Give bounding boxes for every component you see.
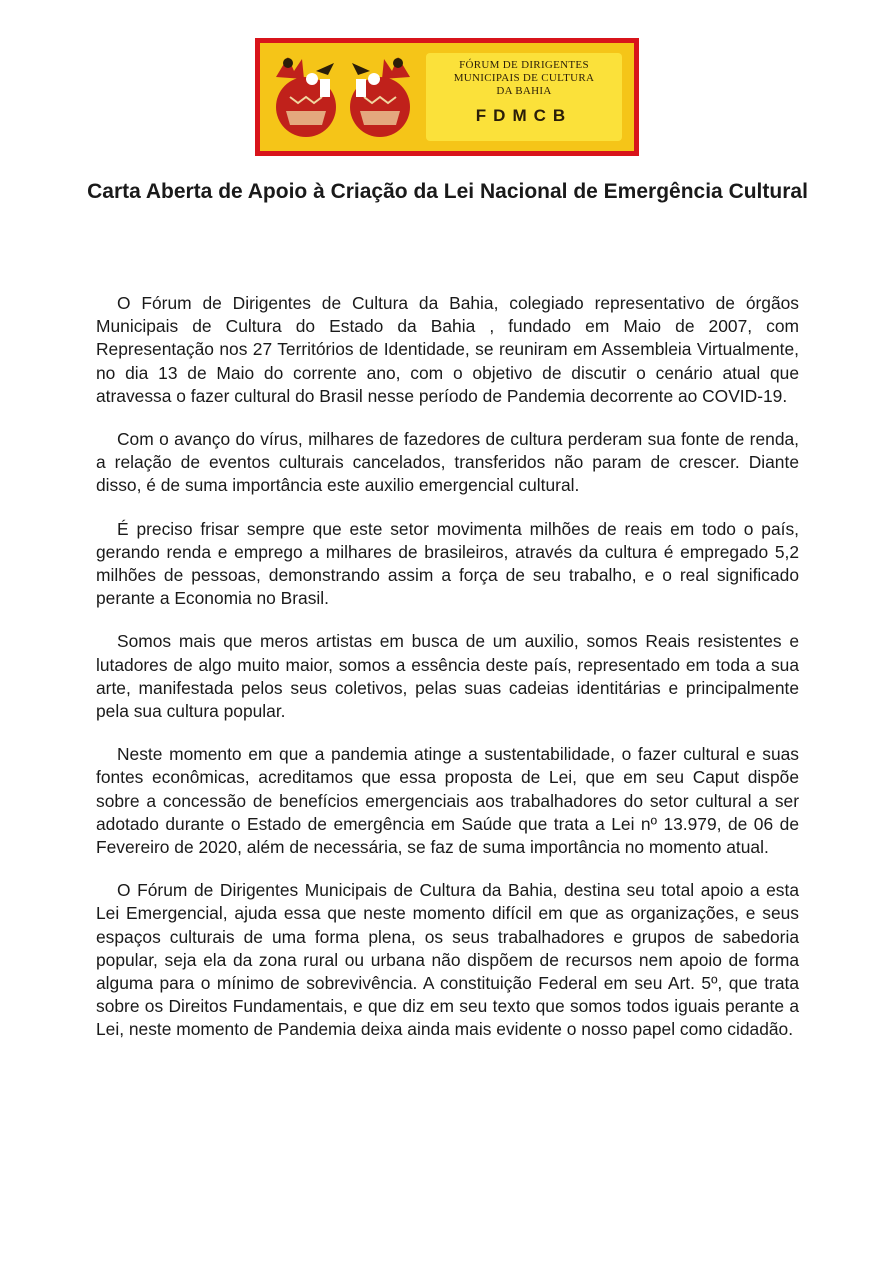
logo-organization-name	[426, 59, 622, 98]
bull-dance-illustration	[268, 49, 418, 145]
logo-text-panel	[426, 53, 622, 141]
logo-name-line: DA BAHIA	[496, 85, 552, 97]
letter-body	[96, 292, 799, 1062]
fdmcb-logo	[255, 38, 639, 156]
right-bull-figure	[350, 57, 410, 137]
body-paragraph: O Fórum de Dirigentes Municipais de Cultura da Bahia, destina seu total apoio a esta Lei Emergencial, ajuda essa que neste momento difícil em que as organizações, e seus espaços culturais de uma forma plena, os seus trabalhadores e grupos de sabedoria popular, seja ela da zona rural ou urbana não dispõem de recursos nem apoio de forma alguma para o mínimo de sobrevivência. A constituição Federal em seu Art. 5º, que trata sobre os Direitos Fundamentais, e que diz em seu texto que somos todos iguais perante a Lei, neste momento de Pandemia deixa ainda mais evidente o nosso papel como cidadão.	[96, 880, 799, 1040]
body-paragraph: Somos mais que meros artistas em busca de um auxilio, somos Reais resistentes e lutadores de algo muito maior, somos a essência deste país, representado em toda a sua arte, manifestada pelos seus coletivos, pelas suas cadeias identitárias e principalmente pela sua cultura popular.	[96, 631, 799, 722]
left-bull-figure	[276, 57, 336, 137]
body-paragraph: É preciso frisar sempre que este setor movimenta milhões de reais em todo o país, gerando renda e emprego a milhares de brasileiros, através da cultura é empregado 5,2 milhões de pessoas, demonstrando assim a força de seu trabalho, e o real significado perante a Economia no Brasil.	[96, 518, 799, 609]
body-paragraph: O Fórum de Dirigentes de Cultura da Bahia, colegiado representativo de órgãos Municipais de Cultura do Estado da Bahia , fundado em Maio de 2007, com Representação nos 27 Territórios de Identidade, se reuniram em Assembleia Virtualmente, no dia 13 de Maio do corrente ano, com o objetivo de discutir o cenário atual que atravessa o fazer cultural do Brasil nesse período de Pandemia decorrente ao COVID-19.	[96, 293, 799, 406]
letter-title: Carta Aberta de Apoio à Criação da Lei Nacional de Emergência Cultural	[87, 180, 808, 203]
logo-name-line: MUNICIPAIS DE CULTURA	[453, 72, 595, 84]
logo-acronym: FDMCB	[475, 106, 573, 125]
logo-background	[260, 43, 634, 151]
body-paragraph: Com o avanço do vírus, milhares de fazedores de cultura perderam sua fonte de renda, a relação de eventos culturais cancelados, transferidos não param de crescer. Diante disso, é de suma importância este auxilio emergencial cultural.	[96, 429, 799, 496]
logo-name-line: FÓRUM DE DIRIGENTES	[459, 59, 589, 71]
body-paragraph: Neste momento em que a pandemia atinge a sustentabilidade, o fazer cultural e suas fontes econômicas, acreditamos que essa proposta de Lei, que em seu Caput dispõe sobre a concessão de benefícios emergenciais aos trabalhadores do setor cultural a ser adotado durante o Estado de emergência em Saúde que trata a Lei nº 13.979, de 06 de Fevereiro de 2020, além de necessária, se faz de suma importância no momento atual.	[96, 744, 799, 858]
